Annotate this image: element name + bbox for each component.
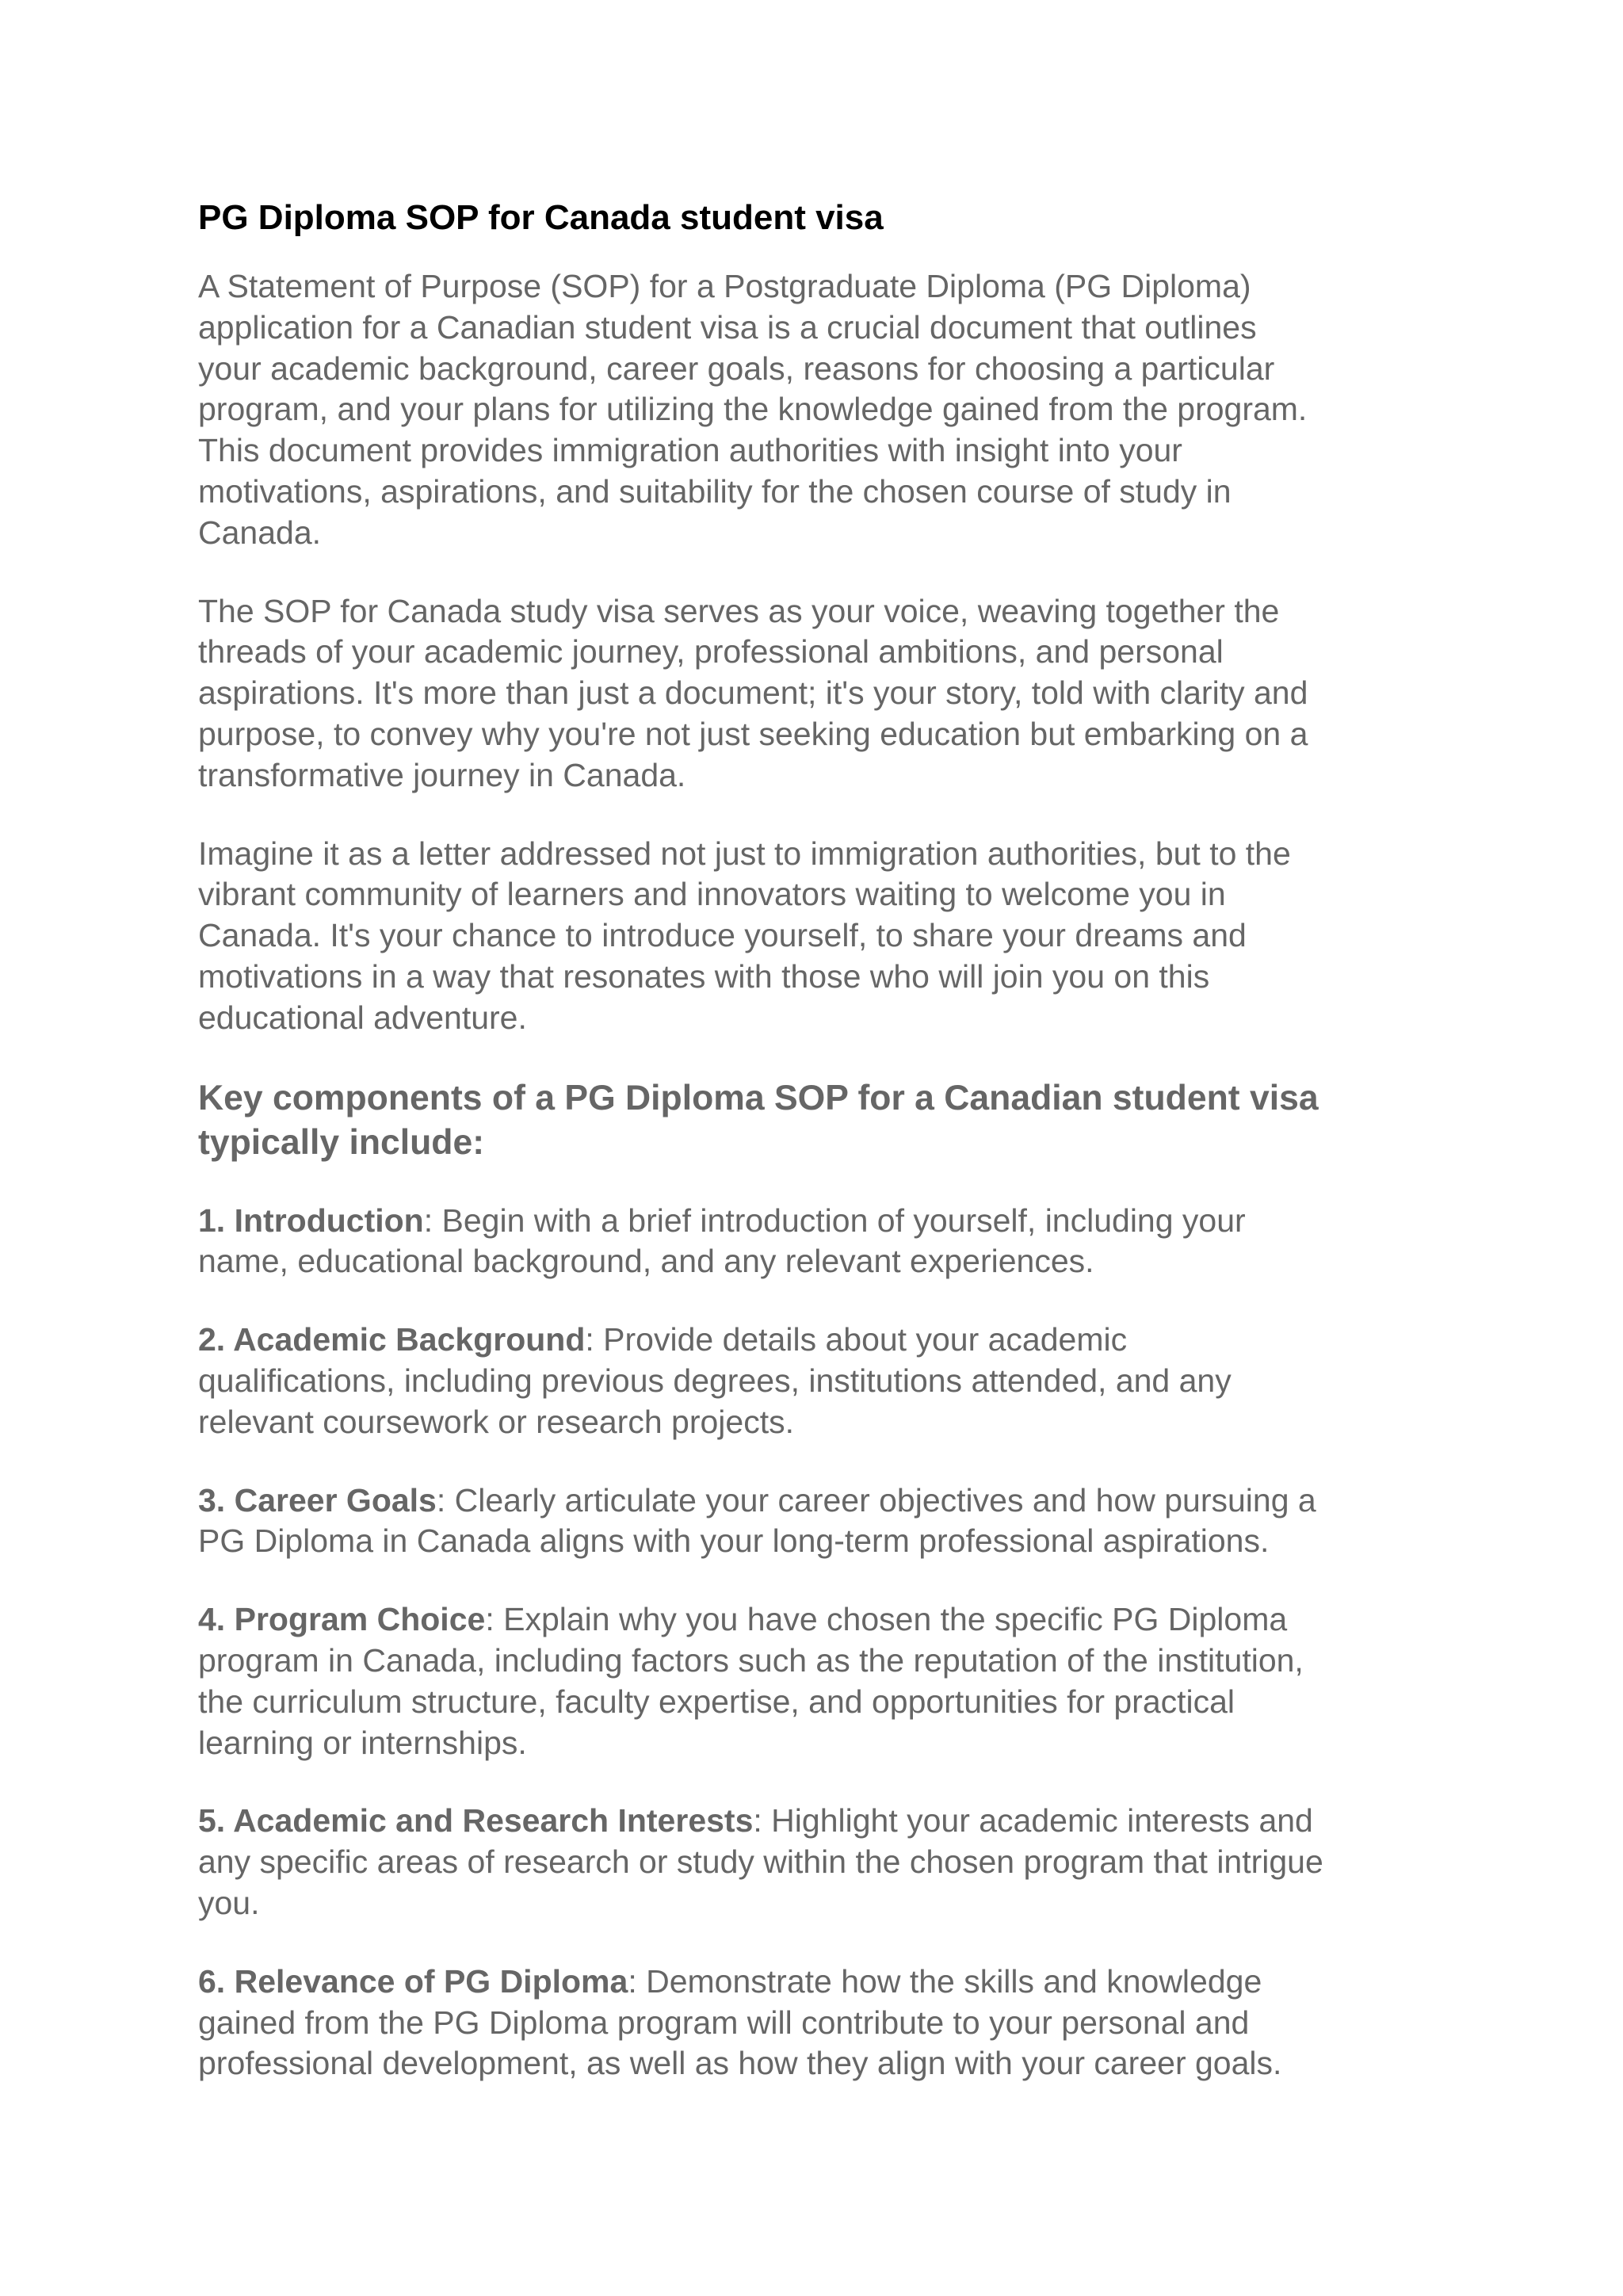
item-title: Career Goals (234, 1481, 437, 1519)
item-heading (198, 1601, 485, 1637)
item-number: 1. (198, 1201, 226, 1239)
document-page (198, 195, 1450, 2084)
item-text: : Explain why you have chosen the specific PG Diploma program in Canada, including factors such as the reputation of the institution, the curriculum structure, faculty expertise, and opportunities for practical learning or internships. (198, 1601, 1304, 1761)
item-number: 2. (198, 1321, 226, 1358)
item-heading (198, 1963, 628, 2000)
item-heading (198, 1321, 585, 1358)
item-number: 5. (198, 1802, 226, 1839)
item-title: Academic and Research Interests (233, 1802, 754, 1839)
item-title: Academic Background (233, 1321, 586, 1358)
item-number: 3. (198, 1481, 226, 1519)
list-item-relevance-pg-diploma (198, 1962, 1450, 2084)
key-components-heading: Key components of a PG Diploma SOP for a Canadian student visa typically include: (198, 1078, 1319, 1162)
intro-paragraph-3: Imagine it as a letter addressed not just to immigration authorities, but to the vibrant community of learners and innovators waiting to welcome you in Canada. It's your chance to introduce yourself, to share your dreams and motivations in a way that resonates with those who will join you on this educational adventure. (198, 835, 1291, 1036)
list-item-academic-background (198, 1320, 1450, 1442)
intro-paragraph-2: The SOP for Canada study visa serves as your voice, weaving together the threads of your academic journey, professional ambitions, and personal aspirations. It's more than just a document; it's your story, told with clarity and purpose, to convey why you're not just seeking education but embarking on a transformative journey in Canada. (198, 592, 1308, 793)
item-text: : Provide details about your academic qualifications, including previous degrees, institutions attended, and any relevant coursework or research projects. (198, 1321, 1232, 1440)
item-text: : Clearly articulate your career objectives and how pursuing a PG Diploma in Canada aligns with your long-term professional aspirations. (198, 1481, 1316, 1560)
item-number: 4. (198, 1601, 226, 1638)
item-text: : Highlight your academic interests and any specific areas of research or study within the chosen program that intrigue you. (198, 1802, 1323, 1921)
list-item-academic-research-interests (198, 1801, 1450, 1924)
item-heading (198, 1482, 437, 1519)
item-text: : Demonstrate how the skills and knowledge gained from the PG Diploma program will contribute to your personal and professional development, as well as how they align with your career goals. (198, 1962, 1282, 2082)
list-item-introduction (198, 1201, 1450, 1283)
list-item-career-goals (198, 1480, 1450, 1563)
document-title: PG Diploma SOP for Canada student visa (198, 198, 884, 237)
item-heading (198, 1202, 424, 1239)
list-item-program-choice (198, 1599, 1450, 1763)
item-text: : Begin with a brief introduction of yourself, including your name, educational background, and any relevant experiences. (198, 1201, 1246, 1280)
item-title: Relevance of PG Diploma (234, 1962, 628, 2000)
item-title: Introduction (234, 1201, 424, 1239)
intro-paragraph-1: A Statement of Purpose (SOP) for a Postgraduate Diploma (PG Diploma) application for a Canadian student visa is a crucial document that outlines your academic background, career goals, reasons for choosing a particular program, and your plans for utilizing the knowledge gained from the program. This document provides immigration authorities with insight into your motivations, aspirations, and suitability for the chosen course of study in Canada. (198, 268, 1308, 551)
item-number: 6. (198, 1962, 226, 2000)
item-title: Program Choice (234, 1601, 486, 1638)
item-heading (198, 1802, 753, 1839)
